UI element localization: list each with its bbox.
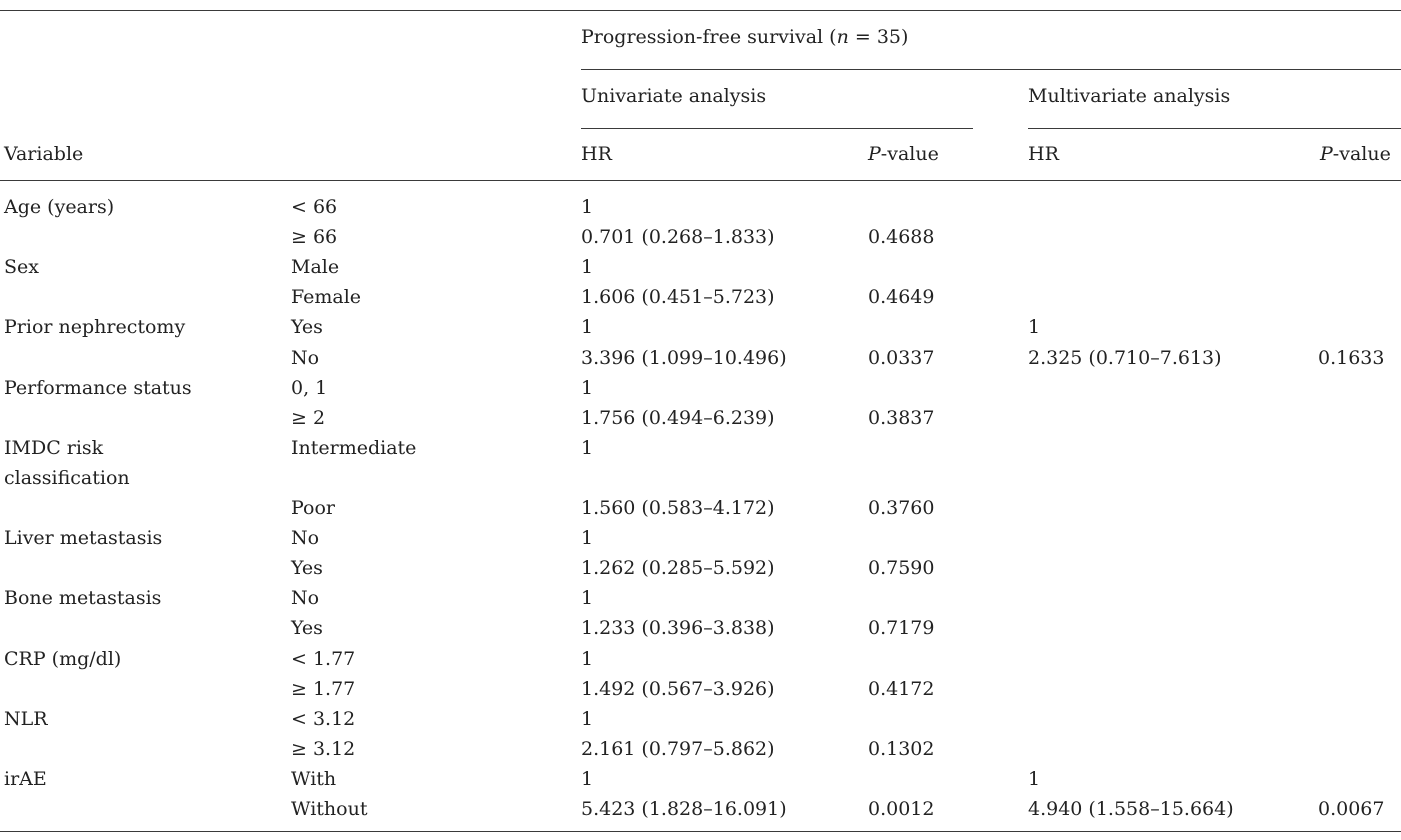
uni-hr-cell: 1 [581,377,594,399]
uni-hr-cell: 1 [581,437,594,459]
variable-cell: Sex [4,256,39,278]
uni-p-cell: 0.3837 [868,407,935,429]
uni-hr-cell: 3.396 (1.099–10.496) [581,347,787,369]
uni-p-cell: 0.7590 [868,557,935,579]
variable-cell: CRP (mg/dl) [4,648,122,670]
uni-hr-cell: 0.701 (0.268–1.833) [581,226,775,248]
uni-hr-cell: 1.756 (0.494–6.239) [581,407,775,429]
multi-hr-cell: 1 [1028,316,1041,338]
group-header-prefix: Progression-free survival ( [581,26,837,48]
category-cell: No [291,347,320,369]
table-top-rule [0,10,1401,11]
uni-p-cell: 0.0012 [868,798,935,820]
uni-hr-cell: 5.423 (1.828–16.091) [581,798,787,820]
category-cell: Yes [291,617,323,639]
multi-p-header-italic: P [1320,143,1333,165]
variable-header: Variable [4,143,84,165]
uni-hr-cell: 1 [581,256,594,278]
uni-p-cell: 0.4649 [868,286,935,308]
table-bottom-rule [0,831,1401,832]
category-cell: Yes [291,316,323,338]
category-cell: No [291,587,320,609]
variable-cell: Performance status [4,377,192,399]
category-cell: Poor [291,497,335,519]
variable-cell: Bone metastasis [4,587,162,609]
category-cell: ≥ 1.77 [291,678,356,700]
variable-cell: irAE [4,768,47,790]
uni-hr-cell: 1 [581,768,594,790]
multivariate-header: Multivariate analysis [1028,85,1231,107]
uni-hr-cell: 1 [581,316,594,338]
uni-p-cell: 0.7179 [868,617,935,639]
category-cell: ≥ 3.12 [291,738,356,760]
uni-hr-cell: 1.262 (0.285–5.592) [581,557,775,579]
multivariate-rule [1028,128,1401,129]
uni-hr-cell: 1 [581,708,594,730]
uni-hr-cell: 1 [581,196,594,218]
univariate-header: Univariate analysis [581,85,767,107]
uni-hr-cell: 1.492 (0.567–3.926) [581,678,775,700]
uni-p-header-suffix: -value [880,143,939,165]
uni-hr-header: HR [581,143,612,165]
multi-hr-header: HR [1028,143,1059,165]
multi-hr-cell: 2.325 (0.710–7.613) [1028,347,1222,369]
group-header-suffix: = 35) [848,26,909,48]
uni-p-header [868,143,939,165]
uni-hr-cell: 1 [581,648,594,670]
category-cell: Yes [291,557,323,579]
uni-hr-cell: 2.161 (0.797–5.862) [581,738,775,760]
group-header [581,26,908,48]
uni-p-cell: 0.0337 [868,347,935,369]
multi-hr-cell: 1 [1028,768,1041,790]
category-cell: < 1.77 [291,648,356,670]
uni-hr-cell: 1.560 (0.583–4.172) [581,497,775,519]
variable-cell: IMDC risk [4,437,104,459]
multi-p-header [1320,143,1391,165]
category-cell: No [291,527,320,549]
category-cell: ≥ 2 [291,407,326,429]
group-header-n: n [836,26,849,48]
uni-hr-cell: 1 [581,527,594,549]
category-cell: Intermediate [291,437,417,459]
uni-p-cell: 0.4172 [868,678,935,700]
uni-p-cell: 0.4688 [868,226,935,248]
uni-hr-cell: 1.606 (0.451–5.723) [581,286,775,308]
category-cell: With [291,768,337,790]
multi-p-cell: 0.0067 [1318,798,1385,820]
variable-cell: Prior nephrectomy [4,316,186,338]
variable-cell: Age (years) [4,196,115,218]
uni-p-cell: 0.3760 [868,497,935,519]
univariate-rule [581,128,973,129]
header-bottom-rule [0,180,1401,181]
variable-cell: Liver metastasis [4,527,163,549]
variable-cell: NLR [4,708,48,730]
category-cell: < 66 [291,196,338,218]
uni-p-cell: 0.1302 [868,738,935,760]
multi-p-header-suffix: -value [1332,143,1391,165]
uni-hr-cell: 1 [581,587,594,609]
group-header-rule [581,69,1401,70]
category-cell: < 3.12 [291,708,356,730]
category-cell: ≥ 66 [291,226,338,248]
uni-hr-cell: 1.233 (0.396–3.838) [581,617,775,639]
category-cell: Without [291,798,368,820]
uni-p-header-italic: P [868,143,881,165]
category-cell: Male [291,256,340,278]
category-cell: 0, 1 [291,377,328,399]
category-cell: Female [291,286,362,308]
multi-hr-cell: 4.940 (1.558–15.664) [1028,798,1234,820]
variable-cell: classification [4,467,130,489]
multi-p-cell: 0.1633 [1318,347,1385,369]
